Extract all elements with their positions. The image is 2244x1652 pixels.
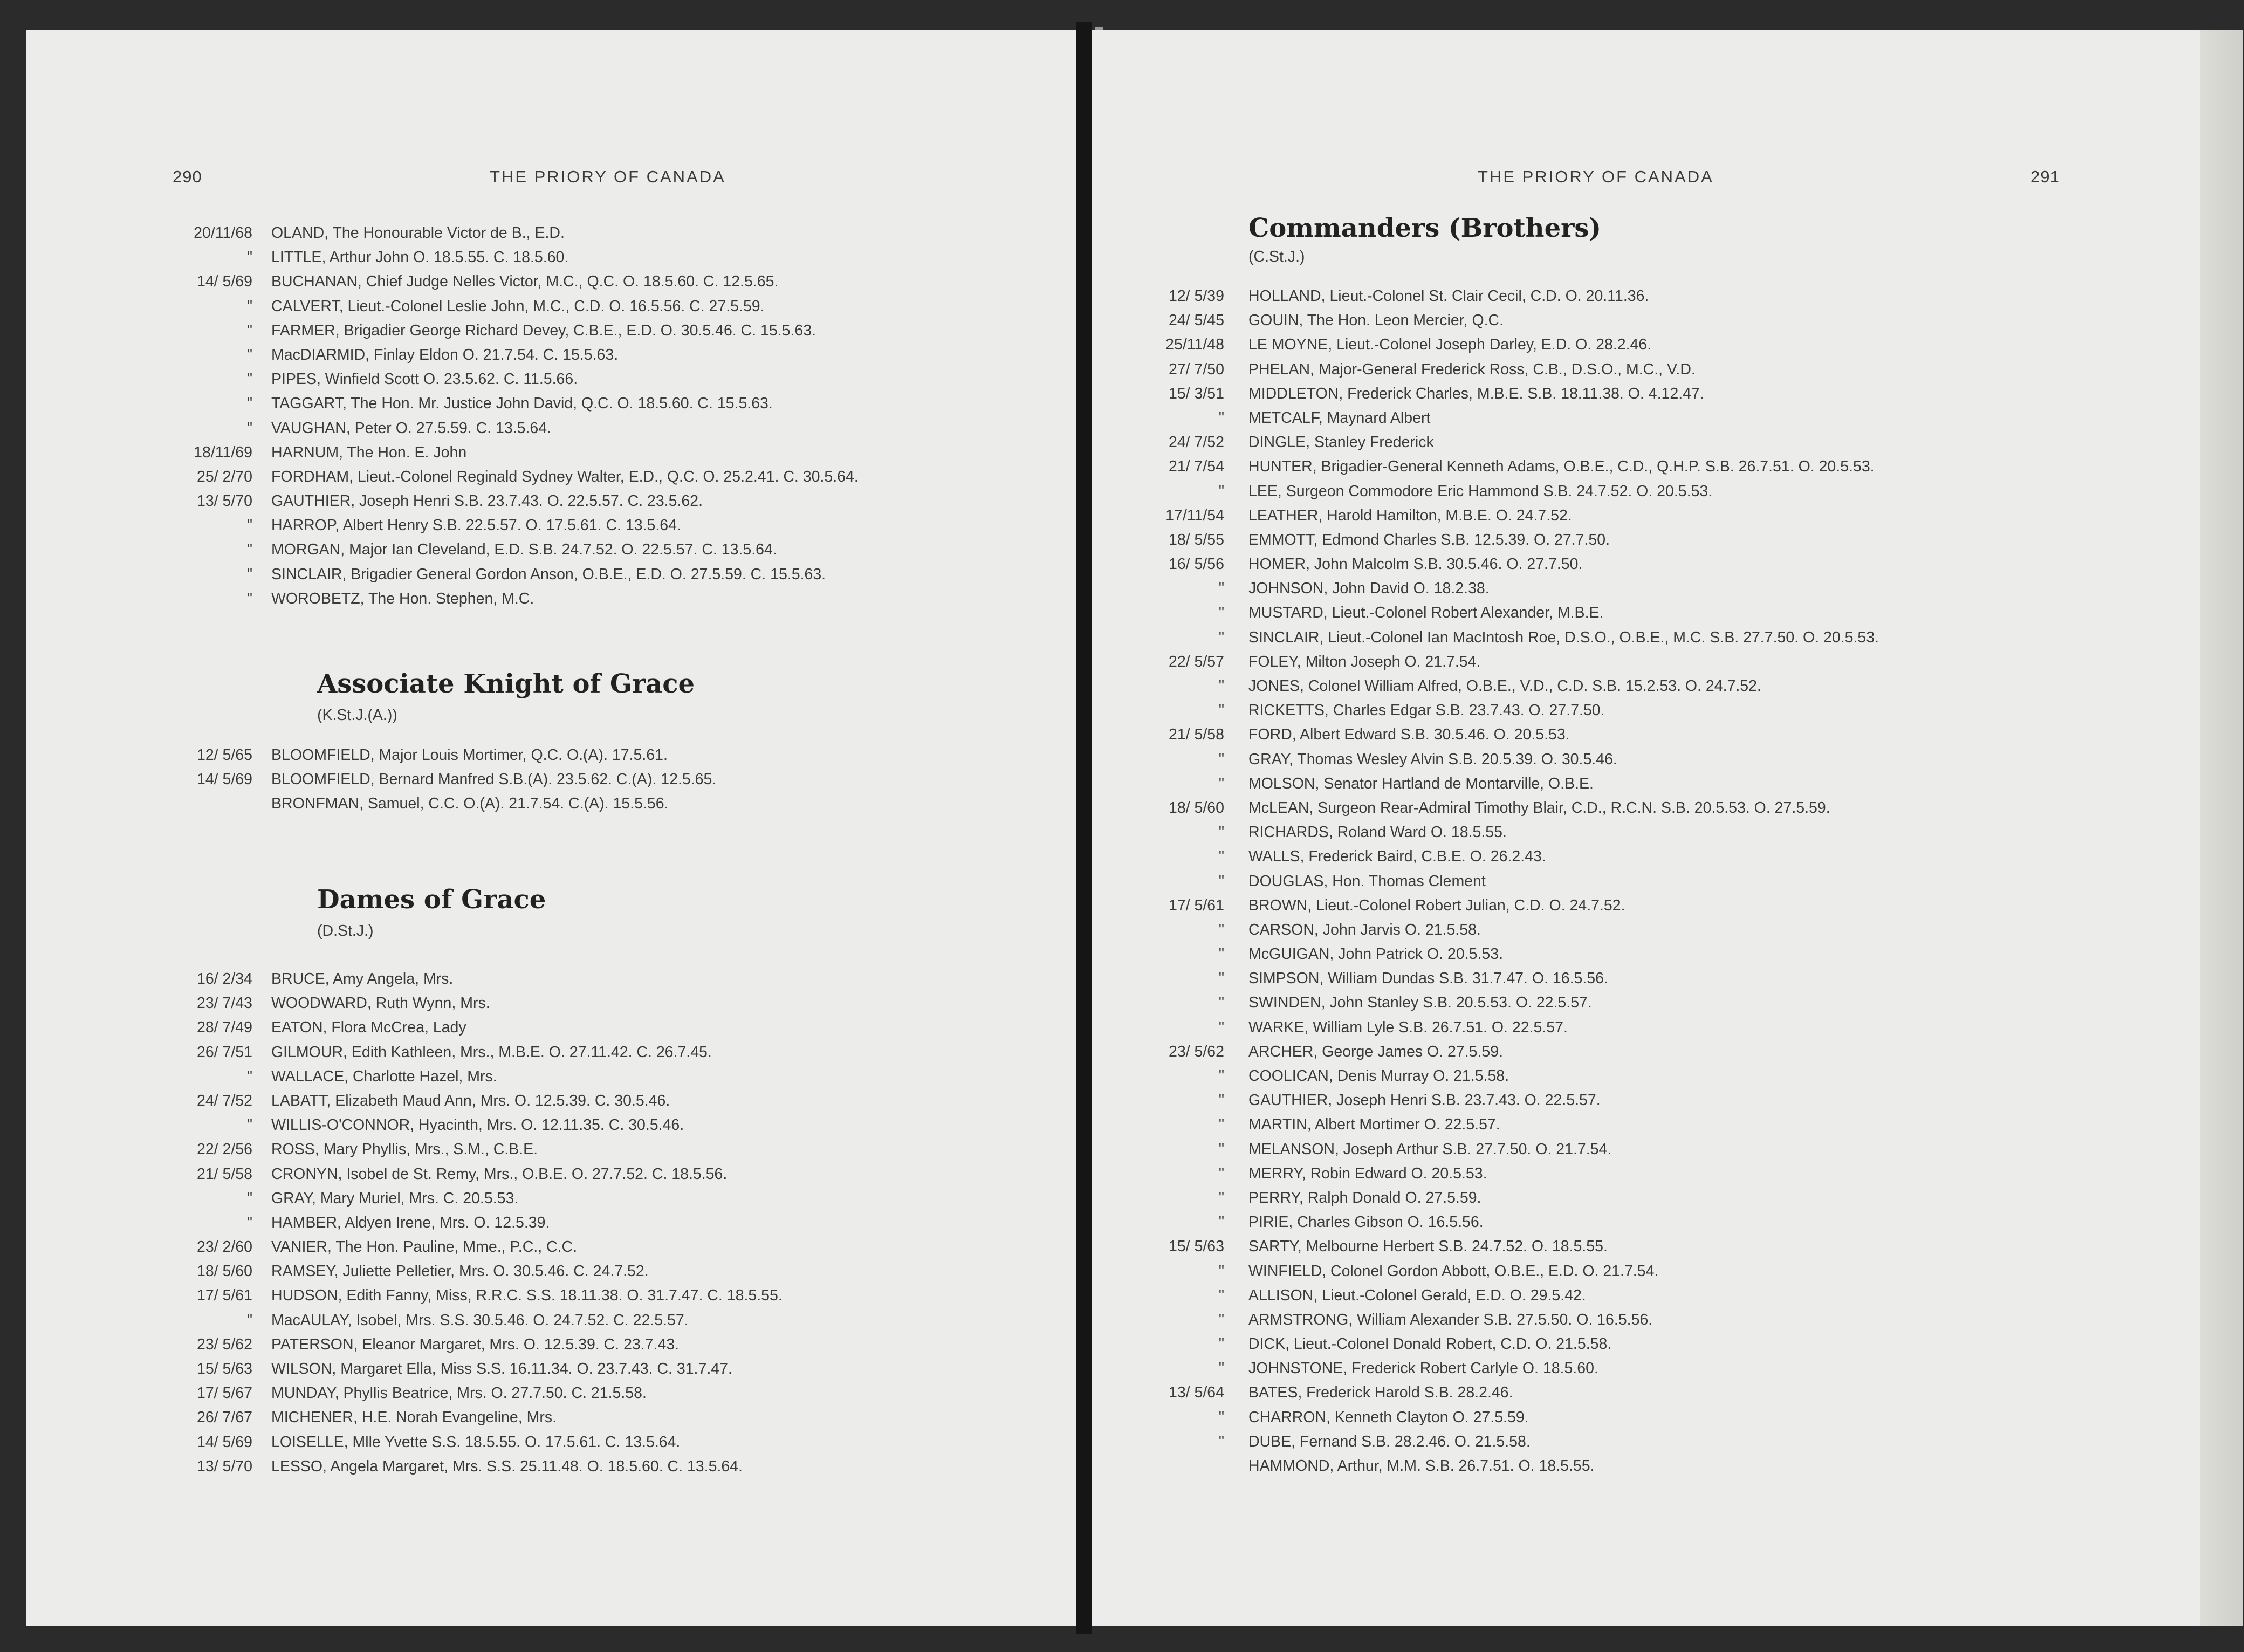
entry-date: 15/ 5/63 [196,1360,252,1377]
entry-date: 16/ 5/56 [1168,556,1224,573]
entry-text: SINCLAIR, Lieut.-Colonel Ian MacIntosh Roe, D.S.O., O.B.E., M.C. S.B. 27.7.50. O. 20.5.53. [1248,628,1879,646]
entry-text: McLEAN, Surgeon Rear-Admiral Timothy Blair, C.D., R.C.N. S.B. 20.5.53. O. 27.5.59. [1248,799,1830,817]
section-abbr-commanders: (C.St.J.) [1248,248,1305,265]
entry-text: MUSTARD, Lieut.-Colonel Robert Alexander, M.B.E. [1248,604,1604,622]
section-heading-commanders: Commanders (Brothers) [1248,213,1602,243]
entry-date: 18/ 5/55 [1168,531,1224,549]
entry-date: 18/ 5/60 [1168,799,1224,817]
entry-text: MIDDLETON, Frederick Charles, M.B.E. S.B. 18.11.38. O. 4.12.47. [1248,385,1704,402]
entry-text: PHELAN, Major-General Frederick Ross, C.B., D.S.O., M.C., V.D. [1248,360,1696,378]
entry-date: 15/ 5/63 [1168,1238,1224,1256]
entry-date: 24/ 7/52 [196,1092,252,1109]
entry-date: " [1218,1116,1224,1134]
entry-text: DUBE, Fernand S.B. 28.2.46. O. 21.5.58. [1248,1432,1531,1450]
entry-text: HOMER, John Malcolm S.B. 30.5.46. O. 27.7.50. [1248,556,1583,573]
entry-date: " [246,419,252,437]
entry-text: DICK, Lieut.-Colonel Donald Robert, C.D. O. 21.5.58. [1248,1335,1612,1353]
entry-date: " [1218,1311,1224,1328]
entry-text: MARTIN, Albert Mortimer O. 22.5.57. [1248,1116,1500,1134]
entry-text: MERRY, Robin Edward O. 20.5.53. [1248,1164,1487,1182]
entry-text: PIPES, Winfield Scott O. 23.5.62. C. 11.5.66. [271,371,578,388]
entry-text: LEATHER, Harold Hamilton, M.B.E. O. 24.7.52. [1248,506,1572,524]
entry-text: SINCLAIR, Brigadier General Gordon Anson, O.B.E., E.D. O. 27.5.59. C. 15.5.63. [271,565,826,583]
entry-text: RAMSEY, Juliette Pelletier, Mrs. O. 30.5.46. C. 24.7.52. [271,1263,649,1280]
entry-date: " [1218,1360,1224,1377]
entry-text: GAUTHIER, Joseph Henri S.B. 23.7.43. O. 22.5.57. C. 23.5.62. [271,492,703,510]
entry-date: 21/ 7/54 [1168,458,1224,476]
entry-date: 14/ 5/69 [196,1433,252,1451]
entry-date: " [1218,750,1224,768]
entry-text: FARMER, Brigadier George Richard Devey, C.B.E., E.D. O. 30.5.46. C. 15.5.63. [271,321,816,339]
entry-date: " [1218,1335,1224,1353]
entry-text: JONES, Colonel William Alfred, O.B.E., V.D., C.D. S.B. 15.2.53. O. 24.7.52. [1248,677,1761,695]
entry-text: MUNDAY, Phyllis Beatrice, Mrs. O. 27.7.50. C. 21.5.58. [271,1384,647,1402]
entry-text: BUCHANAN, Chief Judge Nelles Victor, M.C., Q.C. O. 18.5.60. C. 12.5.65. [271,273,779,291]
entry-date: " [1218,628,1224,646]
entry-date: 22/ 5/57 [1168,653,1224,670]
entry-date: " [246,321,252,339]
entry-date: " [1218,824,1224,841]
entry-text: HARROP, Albert Henry S.B. 22.5.57. O. 17.5.61. C. 13.5.64. [271,517,681,534]
entry-date: " [1218,604,1224,622]
entry-text: COOLICAN, Denis Murray O. 21.5.58. [1248,1067,1509,1085]
entry-text: LOISELLE, Mlle Yvette S.S. 18.5.55. O. 17.5.61. C. 13.5.64. [271,1433,681,1451]
entry-text: LEE, Surgeon Commodore Eric Hammond S.B. 24.7.52. O. 20.5.53. [1248,482,1713,500]
entry-text: MORGAN, Major Ian Cleveland, E.D. S.B. 24.7.52. O. 22.5.57. C. 13.5.64. [271,541,777,559]
entry-text: BRUCE, Amy Angela, Mrs. [271,970,454,988]
section-heading-associate: Associate Knight of Grace [317,669,695,699]
entry-date: " [1218,702,1224,719]
entry-text: SIMPSON, William Dundas S.B. 31.7.47. O. 16.5.56. [1248,970,1608,988]
entry-date: " [1218,677,1224,695]
entry-text: HAMBER, Aldyen Irene, Mrs. O. 12.5.39. [271,1214,550,1231]
entry-text: ARCHER, George James O. 27.5.59. [1248,1043,1504,1060]
entry-text: FORDHAM, Lieut.-Colonel Reginald Sydney Walter, E.D., Q.C. O. 25.2.41. C. 30.5.64. [271,468,859,485]
entry-date: 23/ 2/60 [196,1238,252,1256]
entry-text: PATERSON, Eleanor Margaret, Mrs. O. 12.5.39. C. 23.7.43. [271,1335,680,1353]
entry-text: RICHARDS, Roland Ward O. 18.5.55. [1248,824,1507,841]
entry-date: 17/11/54 [1165,506,1224,524]
entry-date: " [1218,970,1224,988]
entry-date: " [1218,945,1224,963]
entry-date: " [246,346,252,364]
entry-date: 13/ 5/70 [196,492,252,510]
running-head: THE PRIORY OF CANADA [490,167,726,186]
entry-date: " [1218,1164,1224,1182]
entry-text: HARNUM, The Hon. E. John [271,443,467,461]
entry-date: " [246,541,252,559]
entry-date: 13/ 5/70 [196,1457,252,1475]
entry-date: 28/ 7/49 [196,1019,252,1037]
entry-date: " [1218,994,1224,1012]
entry-text: BLOOMFIELD, Major Louis Mortimer, Q.C. O.(A). 17.5.61. [271,746,668,764]
entry-date: 17/ 5/61 [1168,896,1224,914]
entry-date: 16/ 2/34 [196,970,252,988]
entry-date: " [246,297,252,315]
entry-text: BATES, Frederick Harold S.B. 28.2.46. [1248,1384,1513,1402]
entry-date: 23/ 5/62 [1168,1043,1224,1060]
entry-date: " [1218,848,1224,866]
entry-date: 15/ 3/51 [1168,385,1224,402]
entry-date: " [246,1067,252,1085]
entry-text: WOROBETZ, The Hon. Stephen, M.C. [271,589,534,607]
entry-text: SWINDEN, John Stanley S.B. 20.5.53. O. 22.5.57. [1248,994,1592,1012]
entry-text: JOHNSON, John David O. 18.2.38. [1248,580,1490,598]
entry-text: GAUTHIER, Joseph Henri S.B. 23.7.43. O. 22.5.57. [1248,1092,1601,1109]
entry-date: " [1218,1262,1224,1280]
entry-date: " [1218,774,1224,792]
entry-text: MICHENER, H.E. Norah Evangeline, Mrs. [271,1409,557,1427]
entry-text: CHARRON, Kenneth Clayton O. 27.5.59. [1248,1408,1529,1426]
entry-date: " [246,565,252,583]
entry-text: PERRY, Ralph Donald O. 27.5.59. [1248,1189,1481,1207]
entry-date: " [246,1116,252,1134]
entry-date: " [1218,1018,1224,1036]
entry-text: MacAULAY, Isobel, Mrs. S.S. 30.5.46. O. 24.7.52. C. 22.5.57. [271,1311,689,1329]
entry-text: CRONYN, Isobel de St. Remy, Mrs., O.B.E. O. 27.7.52. C. 18.5.56. [271,1165,728,1183]
entry-date: " [1218,1214,1224,1231]
entry-text: LABATT, Elizabeth Maud Ann, Mrs. O. 12.5.39. C. 30.5.46. [271,1092,670,1109]
left-page [26,30,1076,1626]
entry-date: " [1218,1067,1224,1085]
book-gutter [1076,22,1092,1634]
entry-text: GOUIN, The Hon. Leon Mercier, Q.C. [1248,312,1504,330]
entry-text: CARSON, John Jarvis O. 21.5.58. [1248,921,1481,938]
entry-text: RICKETTS, Charles Edgar S.B. 23.7.43. O. 27.7.50. [1248,702,1605,719]
entry-date: 24/ 5/45 [1168,312,1224,330]
section-heading-dames: Dames of Grace [317,885,546,915]
entry-date: " [246,517,252,534]
section-abbr-associate: (K.St.J.(A.)) [317,707,397,724]
entry-text: LE MOYNE, Lieut.-Colonel Joseph Darley, E.D. O. 28.2.46. [1248,336,1652,354]
entry-date: 23/ 5/62 [196,1335,252,1353]
entry-text: MOLSON, Senator Hartland de Montarville, O.B.E. [1248,774,1594,792]
entry-date: 20/11/68 [194,224,252,242]
entry-date: " [1218,1408,1224,1426]
entry-date: " [246,589,252,607]
entry-date: 17/ 5/61 [196,1287,252,1305]
entry-text: SARTY, Melbourne Herbert S.B. 24.7.52. O. 18.5.55. [1248,1238,1608,1256]
entry-date: " [246,371,252,388]
entry-text: ROSS, Mary Phyllis, Mrs., S.M., C.B.E. [271,1141,538,1159]
entry-text: DINGLE, Stanley Frederick [1248,434,1434,451]
entry-date: 25/11/48 [1165,336,1224,354]
entry-text: PIRIE, Charles Gibson O. 16.5.56. [1248,1214,1484,1231]
entry-text: LESSO, Angela Margaret, Mrs. S.S. 25.11.48. O. 18.5.60. C. 13.5.64. [271,1457,743,1475]
entry-date: 17/ 5/67 [196,1384,252,1402]
entry-text: JOHNSTONE, Frederick Robert Carlyle O. 18.5.60. [1248,1360,1598,1377]
entry-text: BLOOMFIELD, Bernard Manfred S.B.(A). 23.5.62. C.(A). 12.5.65. [271,771,717,789]
entry-date: 21/ 5/58 [1168,726,1224,744]
entry-text: HUDSON, Edith Fanny, Miss, R.R.C. S.S. 18.11.38. O. 31.7.47. C. 18.5.55. [271,1287,783,1305]
entry-text: HOLLAND, Lieut.-Colonel St. Clair Cecil, C.D. O. 20.11.36. [1248,287,1649,305]
entry-text: WILSON, Margaret Ella, Miss S.S. 16.11.34. O. 23.7.43. C. 31.7.47. [271,1360,732,1377]
entry-date: " [246,395,252,413]
entry-date: 23/ 7/43 [196,995,252,1012]
entry-text: EMMOTT, Edmond Charles S.B. 12.5.39. O. 27.7.50. [1248,531,1610,549]
running-head: THE PRIORY OF CANADA [1478,167,1714,186]
entry-date: 18/11/69 [194,443,252,461]
entry-text: VAUGHAN, Peter O. 27.5.59. C. 13.5.64. [271,419,552,437]
entry-text: WARKE, William Lyle S.B. 26.7.51. O. 22.5.57. [1248,1018,1568,1036]
entry-text: GILMOUR, Edith Kathleen, Mrs., M.B.E. O. 27.11.42. C. 26.7.45. [271,1043,712,1061]
entry-date: 22/ 2/56 [196,1141,252,1159]
entry-text: WALLACE, Charlotte Hazel, Mrs. [271,1067,497,1085]
entry-text: WALLS, Frederick Baird, C.B.E. O. 26.2.43. [1248,848,1546,866]
entry-date: " [246,249,252,266]
entry-date: " [1218,1092,1224,1109]
entry-date: 14/ 5/69 [196,273,252,291]
section-abbr-dames: (D.St.J.) [317,922,374,940]
entry-date: " [246,1189,252,1207]
entry-date: " [246,1311,252,1329]
entry-text: ARMSTRONG, William Alexander S.B. 27.5.50. O. 16.5.56. [1248,1311,1653,1328]
entry-text: DOUGLAS, Hon. Thomas Clement [1248,872,1486,890]
entry-date: 24/ 7/52 [1168,434,1224,451]
entry-date: " [246,1214,252,1231]
entry-text: WOODWARD, Ruth Wynn, Mrs. [271,995,490,1012]
entry-date: 12/ 5/65 [196,746,252,764]
entry-text: BRONFMAN, Samuel, C.C. O.(A). 21.7.54. C.(A). 15.5.56. [271,795,669,813]
entry-date: 13/ 5/64 [1168,1384,1224,1402]
entry-text: WINFIELD, Colonel Gordon Abbott, O.B.E., E.D. O. 21.7.54. [1248,1262,1659,1280]
entry-text: OLAND, The Honourable Victor de B., E.D. [271,224,565,242]
entry-text: EATON, Flora McCrea, Lady [271,1019,466,1037]
entry-text: GRAY, Thomas Wesley Alvin S.B. 20.5.39. O. 30.5.46. [1248,750,1617,768]
entry-text: METCALF, Maynard Albert [1248,409,1431,427]
entry-date: " [1218,1286,1224,1304]
entry-date: 27/ 7/50 [1168,360,1224,378]
right-page [1092,30,2200,1626]
entry-date: 25/ 2/70 [196,468,252,485]
entry-date: " [1218,482,1224,500]
entry-date: 14/ 5/69 [196,771,252,789]
entry-text: CALVERT, Lieut.-Colonel Leslie John, M.C., C.D. O. 16.5.56. C. 27.5.59. [271,297,765,315]
entry-text: GRAY, Mary Muriel, Mrs. C. 20.5.53. [271,1189,519,1207]
entry-date: 26/ 7/67 [196,1409,252,1427]
entry-date: " [1218,409,1224,427]
entry-text: HAMMOND, Arthur, M.M. S.B. 26.7.51. O. 18.5.55. [1248,1457,1595,1475]
entry-date: 21/ 5/58 [196,1165,252,1183]
entry-text: LITTLE, Arthur John O. 18.5.55. C. 18.5.60. [271,249,569,266]
entry-text: McGUIGAN, John Patrick O. 20.5.53. [1248,945,1504,963]
entry-date: " [1218,1432,1224,1450]
entry-text: MELANSON, Joseph Arthur S.B. 27.7.50. O. 21.7.54. [1248,1140,1612,1158]
entry-date: 26/ 7/51 [196,1043,252,1061]
entry-text: ALLISON, Lieut.-Colonel Gerald, E.D. O. 29.5.42. [1248,1286,1586,1304]
entry-text: MacDIARMID, Finlay Eldon O. 21.7.54. C. 15.5.63. [271,346,619,364]
entry-text: HUNTER, Brigadier-General Kenneth Adams, O.B.E., C.D., Q.H.P. S.B. 26.7.51. O. 20.5.53. [1248,458,1875,476]
entry-text: VANIER, The Hon. Pauline, Mme., P.C., C.C. [271,1238,578,1256]
entry-text: FOLEY, Milton Joseph O. 21.7.54. [1248,653,1481,670]
entry-date: " [1218,580,1224,598]
entry-date: 18/ 5/60 [196,1263,252,1280]
entry-date: 12/ 5/39 [1168,287,1224,305]
page-number: 291 [2030,167,2060,186]
entry-text: TAGGART, The Hon. Mr. Justice John David, Q.C. O. 18.5.60. C. 15.5.63. [271,395,773,413]
entry-date: " [1218,1140,1224,1158]
entry-date: " [1218,921,1224,938]
page-number: 290 [173,167,202,186]
entry-text: BROWN, Lieut.-Colonel Robert Julian, C.D. O. 24.7.52. [1248,896,1625,914]
entry-date: " [1218,1189,1224,1207]
entry-text: FORD, Albert Edward S.B. 30.5.46. O. 20.5.53. [1248,726,1570,744]
entry-text: WILLIS-O'CONNOR, Hyacinth, Mrs. O. 12.11.35. C. 30.5.46. [271,1116,684,1134]
entry-date: " [1218,872,1224,890]
